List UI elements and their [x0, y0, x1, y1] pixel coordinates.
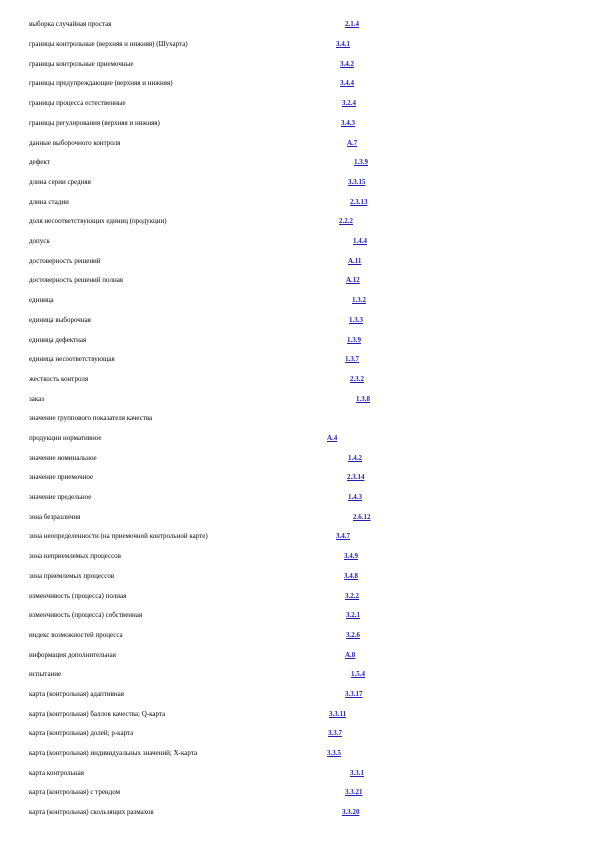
index-term: карта (контрольная) адаптивная: [29, 690, 124, 698]
index-term: допуск: [29, 237, 50, 245]
index-entry: [0, 294, 595, 306]
index-ref-link[interactable]: А.11: [348, 257, 362, 265]
index-entry: [0, 786, 595, 798]
index-entry: [0, 18, 595, 30]
index-entry: [0, 176, 595, 188]
index-entry: [0, 747, 595, 759]
index-entry: [0, 668, 595, 680]
index-entry: [0, 77, 595, 89]
index-term: карта (контрольная) скользящих размахов: [29, 808, 154, 816]
index-ref-link[interactable]: А.8: [345, 651, 356, 659]
index-entry: [0, 412, 595, 424]
index-term: данные выборочного контроля: [29, 139, 121, 147]
index-entry: [0, 471, 595, 483]
index-term: значение предельное: [29, 493, 92, 501]
index-term: карта (контрольная) баллов качества; Q-карта: [29, 710, 166, 718]
index-ref-link[interactable]: 3.3.7: [328, 729, 342, 737]
index-entry: [0, 649, 595, 661]
index-term: жесткость контроля: [29, 375, 89, 383]
index-entry: [0, 215, 595, 227]
index-term: достоверность решений полная: [29, 276, 124, 284]
index-term: единица выборочная: [29, 316, 91, 324]
index-term: зона безразличия: [29, 513, 81, 521]
index-entry: [0, 688, 595, 700]
index-entry: [0, 452, 595, 464]
index-entry: [0, 550, 595, 562]
index-entry: [0, 570, 595, 582]
index-term: границы предупреждающие (верхняя и нижняя): [29, 79, 173, 87]
index-ref-link[interactable]: 3.4.4: [340, 79, 354, 87]
index-ref-link[interactable]: 3.4.3: [341, 119, 355, 127]
index-term: карта (контрольная) с трендом: [29, 788, 121, 796]
index-ref-link[interactable]: 3.3.5: [327, 749, 341, 757]
index-term: карта (контрольная) долей; p-карта: [29, 729, 134, 737]
index-term: доля несоответствующих единиц (продукции): [29, 217, 167, 225]
index-ref-link[interactable]: 3.3.11: [329, 710, 347, 718]
index-term: дефект: [29, 158, 50, 166]
index-ref-link[interactable]: 1.3.7: [345, 355, 359, 363]
index-entry: [0, 156, 595, 168]
index-term: единица несоответствующая: [29, 355, 115, 363]
index-entry: [0, 393, 595, 405]
index-ref-link[interactable]: 2.3.14: [347, 473, 365, 481]
index-ref-link[interactable]: 3.4.2: [340, 60, 354, 68]
index-ref-link[interactable]: А.7: [347, 139, 358, 147]
index-ref-link[interactable]: 3.3.20: [342, 808, 360, 816]
index-term: значение приемочное: [29, 473, 94, 481]
index-ref-link[interactable]: 1.4.3: [348, 493, 362, 501]
index-entry: [0, 58, 595, 70]
index-term: границы контрольные приемочные: [29, 60, 134, 68]
index-ref-link[interactable]: 2.3.2: [350, 375, 364, 383]
index-term: заказ: [29, 395, 45, 403]
index-entry: [0, 97, 595, 109]
index-entry: [0, 274, 595, 286]
index-term: единица дефектная: [29, 336, 87, 344]
index-term: продукции нормативное: [29, 434, 102, 442]
index-term: границы регулирования (верхняя и нижняя): [29, 119, 160, 127]
index-ref-link[interactable]: 3.4.9: [344, 552, 358, 560]
index-entry: [0, 609, 595, 621]
index-term: изменчивость (процесса) полная: [29, 592, 127, 600]
index-entry: [0, 432, 595, 444]
index-term: изменчивость (процесса) собственная: [29, 611, 143, 619]
index-ref-link[interactable]: А.4: [327, 434, 338, 442]
index-entry: [0, 334, 595, 346]
index-ref-link[interactable]: 3.3.15: [348, 178, 366, 186]
index-ref-link[interactable]: 2.1.4: [345, 20, 359, 28]
index-term: длина стадии: [29, 198, 69, 206]
index-term: выборка случайная простая: [29, 20, 112, 28]
index-term: значение группового показателя качества: [29, 414, 153, 422]
index-ref-link[interactable]: 1.3.9: [354, 158, 368, 166]
index-term: карта (контрольная) индивидуальных значений; X-карта: [29, 749, 198, 757]
index-ref-link[interactable]: А.12: [346, 276, 360, 284]
index-entry: [0, 373, 595, 385]
index-term: границы контрольные (верхняя и нижняя) (Шухарта): [29, 40, 188, 48]
index-entry: [0, 530, 595, 542]
index-ref-link[interactable]: 3.3.1: [350, 769, 364, 777]
index-ref-link[interactable]: 3.2.6: [346, 631, 360, 639]
index-entry: [0, 255, 595, 267]
index-ref-link[interactable]: 3.2.1: [346, 611, 360, 619]
index-entry: [0, 235, 595, 247]
index-term: достоверность решений: [29, 257, 101, 265]
index-entry: [0, 708, 595, 720]
index-ref-link[interactable]: 2.6.12: [353, 513, 371, 521]
index-term: единица: [29, 296, 54, 304]
index-entry: [0, 491, 595, 503]
index-entry: [0, 196, 595, 208]
index-term: зона приемлемых процессов: [29, 572, 115, 580]
index-entry: [0, 806, 595, 818]
index-ref-link[interactable]: 1.3.8: [356, 395, 370, 403]
index-term: границы процесса естественные: [29, 99, 126, 107]
index-entry: [0, 629, 595, 641]
index-entry: [0, 727, 595, 739]
index-ref-link[interactable]: 1.3.2: [352, 296, 366, 304]
index-term: длина серии средняя: [29, 178, 91, 186]
index-ref-link[interactable]: 3.4.8: [344, 572, 358, 580]
index-ref-link[interactable]: 1.5.4: [351, 670, 365, 678]
index-ref-link[interactable]: 3.4.7: [336, 532, 350, 540]
index-entry: [0, 353, 595, 365]
index-term: карта контрольная: [29, 769, 84, 777]
index-term: значение номинальное: [29, 454, 97, 462]
index-entry: [0, 767, 595, 779]
index-ref-link[interactable]: 3.3.17: [345, 690, 363, 698]
index-ref-link[interactable]: 2.3.13: [350, 198, 368, 206]
index-ref-link[interactable]: 2.2.2: [339, 217, 353, 225]
index-ref-link[interactable]: 1.3.9: [347, 336, 361, 344]
index-ref-link[interactable]: 1.3.3: [349, 316, 363, 324]
index-ref-link[interactable]: 3.2.2: [345, 592, 359, 600]
index-term: индекс возможностей процесса: [29, 631, 123, 639]
index-ref-link[interactable]: 1.4.4: [353, 237, 367, 245]
index-entry: [0, 314, 595, 326]
index-ref-link[interactable]: 3.4.1: [336, 40, 350, 48]
index-ref-link[interactable]: 3.2.4: [342, 99, 356, 107]
index-term: зона неопределенности (на приемочной контрольной карте): [29, 532, 208, 540]
index-entry: [0, 38, 595, 50]
index-entry: [0, 590, 595, 602]
index-entry: [0, 137, 595, 149]
index-ref-link[interactable]: 1.4.2: [348, 454, 362, 462]
index-ref-link[interactable]: 3.3.21: [345, 788, 363, 796]
index-term: зона неприемлемых процессов: [29, 552, 121, 560]
index-term: испытание: [29, 670, 62, 678]
index-entry: [0, 511, 595, 523]
index-entry: [0, 117, 595, 129]
index-term: информация дополнительная: [29, 651, 116, 659]
